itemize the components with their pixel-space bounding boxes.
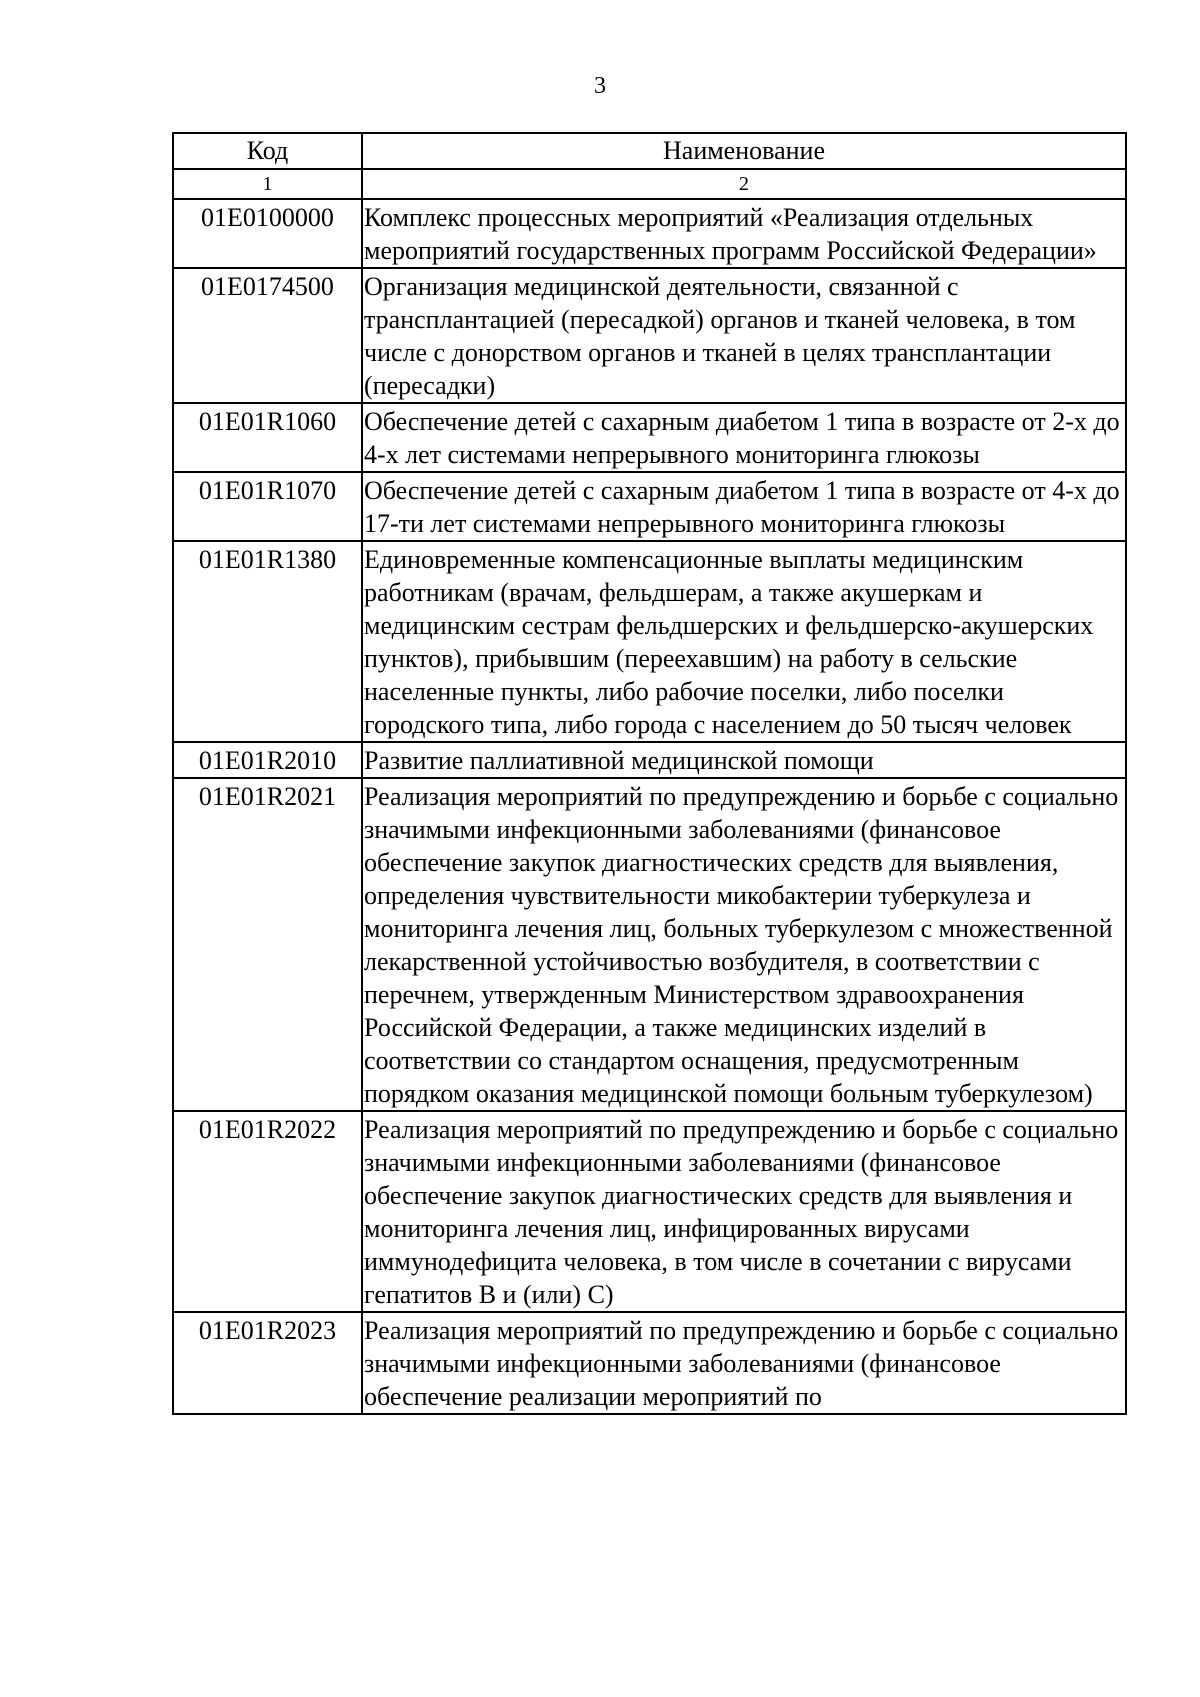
row-name: Развитие паллиативной медицинской помощи xyxy=(362,742,1126,778)
row-code: 01Е01R2023 xyxy=(173,1312,362,1414)
row-name: Комплекс процессных мероприятий «Реализация отдельных мероприятий государственных программ Российской Федерации» xyxy=(362,199,1126,268)
codes-table xyxy=(172,132,1127,1415)
row-code: 01Е01R1380 xyxy=(173,541,362,742)
row-code: 01Е0174500 xyxy=(173,268,362,403)
table-row xyxy=(173,778,1126,1111)
row-code: 01Е0100000 xyxy=(173,199,362,268)
row-name: Реализация мероприятий по предупреждению и борьбе с социально значимыми инфекционными заболеваниями (финансовое обеспечение реализации мероприятий по xyxy=(362,1312,1126,1414)
row-code: 01Е01R1070 xyxy=(173,472,362,541)
table-row xyxy=(173,1312,1126,1414)
row-name: Обеспечение детей с сахарным диабетом 1 типа в возрасте от 2-х до 4-х лет системами непрерывного мониторинга глюкозы xyxy=(362,403,1126,472)
table-row xyxy=(173,742,1126,778)
table-row xyxy=(173,541,1126,742)
row-code: 01Е01R1060 xyxy=(173,403,362,472)
page-number: 3 xyxy=(594,73,606,99)
row-code: 01Е01R2021 xyxy=(173,778,362,1111)
column-number-code: 1 xyxy=(173,169,362,199)
header-name: Наименование xyxy=(362,133,1126,169)
row-name: Обеспечение детей с сахарным диабетом 1 типа в возрасте от 4-х до 17-ти лет системами непрерывного мониторинга глюкозы xyxy=(362,472,1126,541)
row-code: 01Е01R2022 xyxy=(173,1111,362,1312)
row-name: Организация медицинской деятельности, связанной с трансплантацией (пересадкой) органов и тканей человека, в том числе с донорством органов и тканей в целях трансплантации (пересадки) xyxy=(362,268,1126,403)
column-number-name: 2 xyxy=(362,169,1126,199)
row-name: Реализация мероприятий по предупреждению и борьбе с социально значимыми инфекционными заболеваниями (финансовое обеспечение закупок диагностических средств для выявления и мониторинга лечения лиц, инфицированных вирусами иммунодефицита человека, в том числе в сочетании с вирусами гепатитов В и (или) С) xyxy=(362,1111,1126,1312)
table-row xyxy=(173,472,1126,541)
table-row xyxy=(173,268,1126,403)
table-row xyxy=(173,403,1126,472)
table-row xyxy=(173,199,1126,268)
table-row xyxy=(173,1111,1126,1312)
row-code: 01Е01R2010 xyxy=(173,742,362,778)
row-name: Единовременные компенсационные выплаты медицинским работникам (врачам, фельдшерам, а также акушеркам и медицинским сестрам фельдшерских и фельдшерско-акушерских пунктов), прибывшим (переехавшим) на работу в сельские населенные пункты, либо рабочие поселки, либо поселки городского типа, либо города с населением до 50 тысяч человек xyxy=(362,541,1126,742)
header-code: Код xyxy=(173,133,362,169)
column-number-row xyxy=(173,169,1126,199)
table-header-row xyxy=(173,133,1126,169)
row-name: Реализация мероприятий по предупреждению и борьбе с социально значимыми инфекционными заболеваниями (финансовое обеспечение закупок диагностических средств для выявления, определения чувствительности микобактерии туберкулеза и мониторинга лечения лиц, больных туберкулезом с множественной лекарственной устойчивостью возбудителя, в соответствии с перечнем, утвержденным Министерством здравоохранения Российской Федерации, а также медицинских изделий в соответствии со стандартом оснащения, предусмотренным порядком оказания медицинской помощи больным туберкулезом) xyxy=(362,778,1126,1111)
